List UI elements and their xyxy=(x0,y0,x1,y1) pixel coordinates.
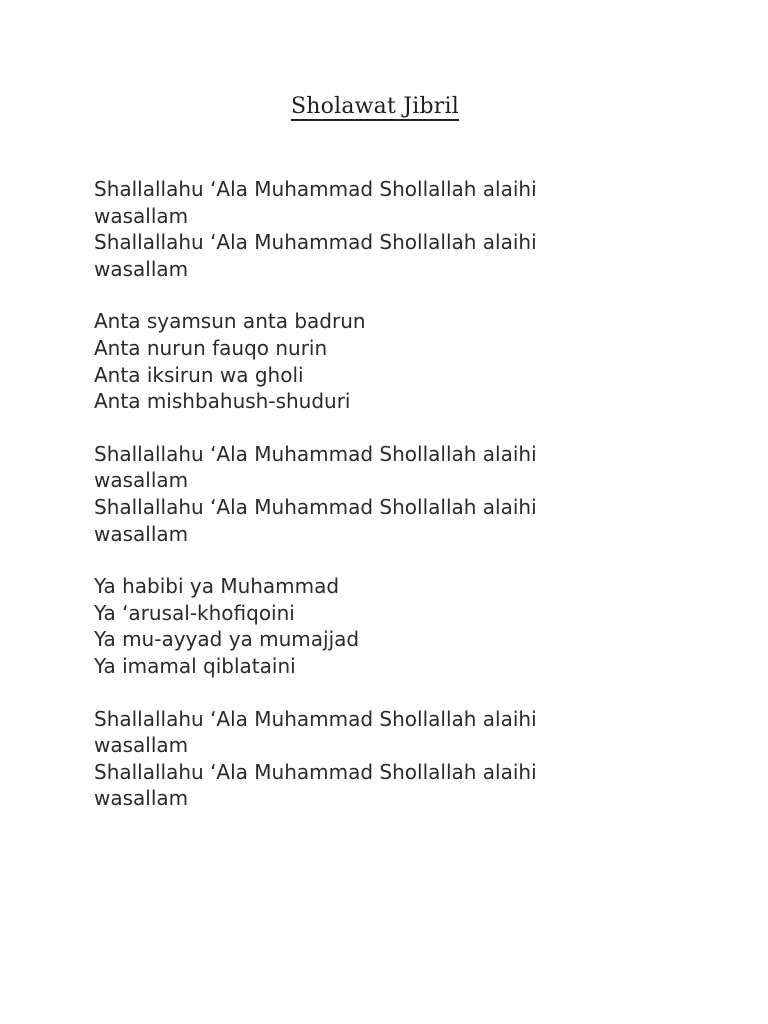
lyric-line: Shallallahu ‘Ala Muhammad Shollallah alaihi xyxy=(94,759,537,784)
lyric-line: Shallallahu ‘Ala Muhammad Shollallah alaihi xyxy=(94,706,537,731)
lyric-line: Shallallahu ‘Ala Muhammad Shollallah alaihi xyxy=(94,441,537,466)
stanza-chorus-1 xyxy=(94,176,694,282)
lyric-line: Shallallahu ‘Ala Muhammad Shollallah alaihi xyxy=(94,177,537,201)
lyric-line: Shallallahu ‘Ala Muhammad Shollallah alaihi xyxy=(94,230,537,255)
stanza-verse-2 xyxy=(94,573,694,679)
lyric-line: Ya mu-ayyad ya mumajjad xyxy=(94,627,360,652)
stanza-chorus-3 xyxy=(94,706,694,812)
lyric-line: Anta mishbahush-shuduri xyxy=(94,389,351,414)
lyric-line: wasallam xyxy=(94,203,189,228)
lyric-line: wasallam xyxy=(94,733,189,758)
lyric-line: Ya habibi ya Muhammad xyxy=(94,574,340,599)
lyric-line: Ya imamal qiblataini xyxy=(94,653,296,678)
lyric-line: Ya ‘arusal-khofiqoini xyxy=(94,600,295,625)
document-title: Sholawat Jibril xyxy=(291,94,459,119)
lyrics-body xyxy=(94,176,694,838)
stanza-verse-1 xyxy=(94,308,694,414)
lyric-line: Anta iksirun wa gholi xyxy=(94,362,304,387)
lyric-line: Anta syamsun anta badrun xyxy=(94,309,366,334)
lyric-line: wasallam xyxy=(94,468,189,493)
lyric-line: wasallam xyxy=(94,786,189,811)
lyric-line: wasallam xyxy=(94,256,189,281)
stanza-chorus-2 xyxy=(94,441,694,547)
lyric-line: Shallallahu ‘Ala Muhammad Shollallah alaihi xyxy=(94,494,537,519)
lyric-line: wasallam xyxy=(94,521,189,546)
lyric-line: Anta nurun fauqo nurin xyxy=(94,335,328,360)
